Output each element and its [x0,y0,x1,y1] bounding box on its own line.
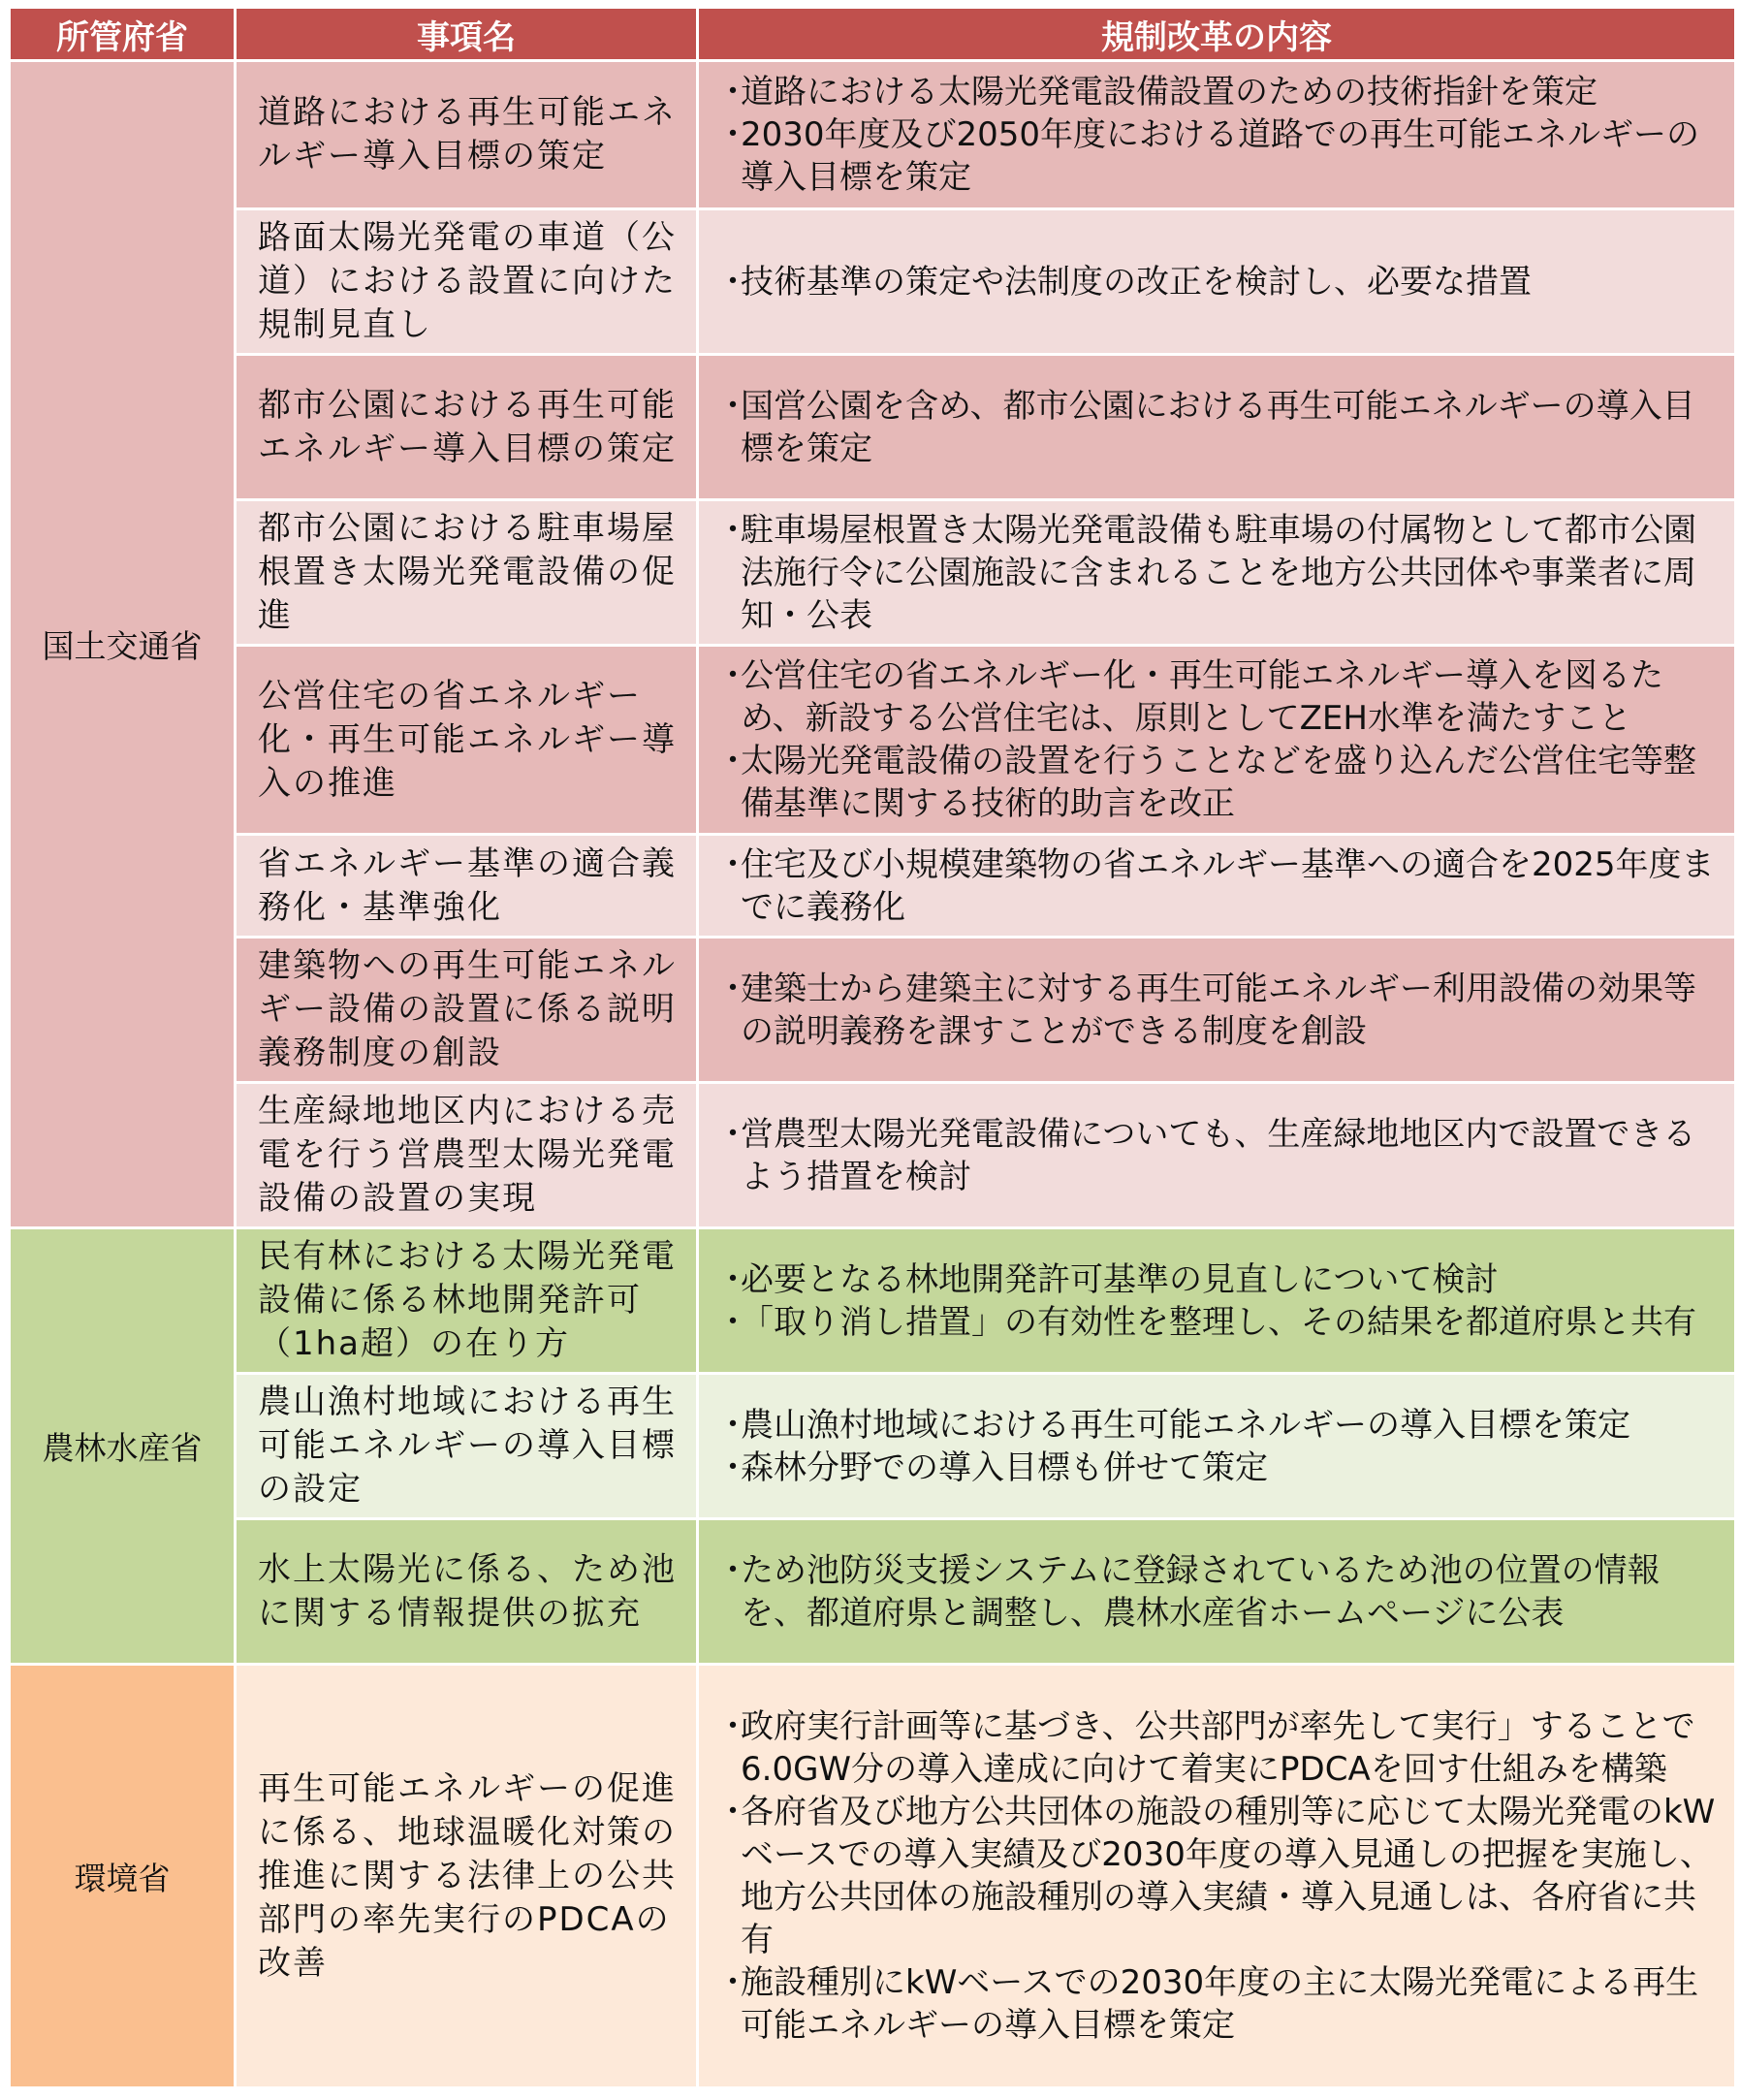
item-cell: 都市公園における駐車場屋根置き太陽光発電設備の促進 [236,500,698,646]
table-row [10,1228,1736,1374]
item-cell: 道路における再生可能エネルギー導入目標の策定 [236,61,698,209]
table-row [10,500,1736,646]
regulatory-reform-table-container [8,6,1737,2089]
content-bullet: ・ 国営公園を含め、都市公園における再生可能エネルギーの導入目標を策定 [716,386,1695,468]
content-bullet: ・ 各府省及び地方公共団体の施設の種別等に応じて太陽光発電のkWベースでの導入実績及び2030年度の導入見通しの把握を実施し、地方公共団体の施設種別の導入実績・導入見通しは、各府省に共有 [716,1793,1716,1959]
content-bullet: ・ 森林分野での導入目標も併せて策定 [716,1448,1268,1487]
regulatory-reform-table [8,6,1737,2089]
item-cell: 農山漁村地域における再生可能エネルギーの導入目標の設定 [236,1374,698,1519]
table-row [10,1083,1736,1228]
table-row [10,355,1736,500]
content-cell [698,835,1736,938]
content-cell [698,1228,1736,1374]
content-bullet: ・ 道路における太陽光発電設備設置のための技術指針を策定 [716,73,1598,111]
header-item: 事項名 [236,8,698,61]
table-row [10,209,1736,355]
content-cell [698,1374,1736,1519]
item-cell: 水上太陽光に係る、ため池に関する情報提供の拡充 [236,1519,698,1665]
ministry-cell-moe: 環境省 [10,1665,236,2088]
content-cell [698,1665,1736,2088]
table-row [10,1519,1736,1665]
item-cell: 再生可能エネルギーの促進に係る、地球温暖化対策の推進に関する法律上の公共部門の率先実行のPDCAの改善 [236,1665,698,2088]
content-bullet: ・ 2030年度及び2050年度における道路での再生可能エネルギーの導入目標を策定 [716,115,1700,197]
content-cell [698,938,1736,1083]
content-cell [698,500,1736,646]
content-bullet: ・ 駐車場屋根置き太陽光発電設備も駐車場の付属物として都市公園法施行令に公園施設に含まれることを地方公共団体や事業者に周知・公表 [716,510,1696,635]
item-cell: 生産緑地地区内における売電を行う営農型太陽光発電設備の設置の実現 [236,1083,698,1228]
content-bullet: ・ 太陽光発電設備の設置を行うことなどを盛り込んだ公営住宅等整備基準に関する技術的助言を改正 [716,742,1696,823]
content-cell [698,355,1736,500]
content-cell [698,1519,1736,1665]
header-content: 規制改革の内容 [698,8,1736,61]
item-cell: 民有林における太陽光発電設備に係る林地開発許可（1ha超）の在り方 [236,1228,698,1374]
content-bullet: ・ 住宅及び小規模建築物の省エネルギー基準への適合を2025年度までに義務化 [716,844,1715,927]
content-bullet: ・ 「取り消し措置」の有効性を整理し、その結果を都道府県と共有 [716,1302,1696,1342]
content-bullet: ・ 農山漁村地域における再生可能エネルギーの導入目標を策定 [716,1405,1630,1445]
content-cell [698,1083,1736,1228]
table-row [10,1374,1736,1519]
table-header-row [10,8,1736,61]
content-bullet: ・ 技術基準の策定や法制度の改正を検討し、必要な措置 [716,262,1532,302]
content-bullet: ・ 公営住宅の省エネルギー化・再生可能エネルギー導入を図るため、新設する公営住宅は、原則としてZEH水準を満たすこと [716,656,1663,738]
table-row [10,646,1736,835]
content-cell [698,61,1736,209]
table-row [10,1665,1736,2088]
content-bullet: ・ 政府実行計画等に基づき、公共部門が率先して実行」することで6.0GW分の導入達成に向けて着実にPDCAを回す仕組みを構築 [716,1707,1695,1789]
ministry-cell-maff: 農林水産省 [10,1228,236,1665]
content-cell [698,209,1736,355]
item-cell: 省エネルギー基準の適合義務化・基準強化 [236,835,698,938]
table-row [10,61,1736,209]
content-bullet: ・ ため池防災支援システムに登録されているため池の位置の情報を、都道府県と調整し、農林水産省ホームページに公表 [716,1550,1661,1633]
item-cell: 路面太陽光発電の車道（公道）における設置に向けた規制見直し [236,209,698,355]
header-ministry: 所管府省 [10,8,236,61]
content-bullet: ・ 施設種別にkWベースでの2030年度の主に太陽光発電による再生可能エネルギーの導入目標を策定 [716,1963,1699,2045]
item-cell: 公営住宅の省エネルギー化・再生可能エネルギー導入の推進 [236,646,698,835]
item-cell: 建築物への再生可能エネルギー設備の設置に係る説明義務制度の創設 [236,938,698,1083]
content-cell [698,646,1736,835]
item-cell: 都市公園における再生可能エネルギー導入目標の策定 [236,355,698,500]
table-row [10,835,1736,938]
ministry-cell-mlit: 国土交通省 [10,61,236,1228]
table-row [10,938,1736,1083]
content-bullet: ・ 営農型太陽光発電設備についても、生産緑地地区内で設置できるよう措置を検討 [716,1114,1696,1196]
content-bullet: ・ 建築士から建築主に対する再生可能エネルギー利用設備の効果等の説明義務を課すことができる制度を創設 [716,969,1696,1051]
content-bullet: ・ 必要となる林地開発許可基準の見直しについて検討 [716,1259,1499,1299]
